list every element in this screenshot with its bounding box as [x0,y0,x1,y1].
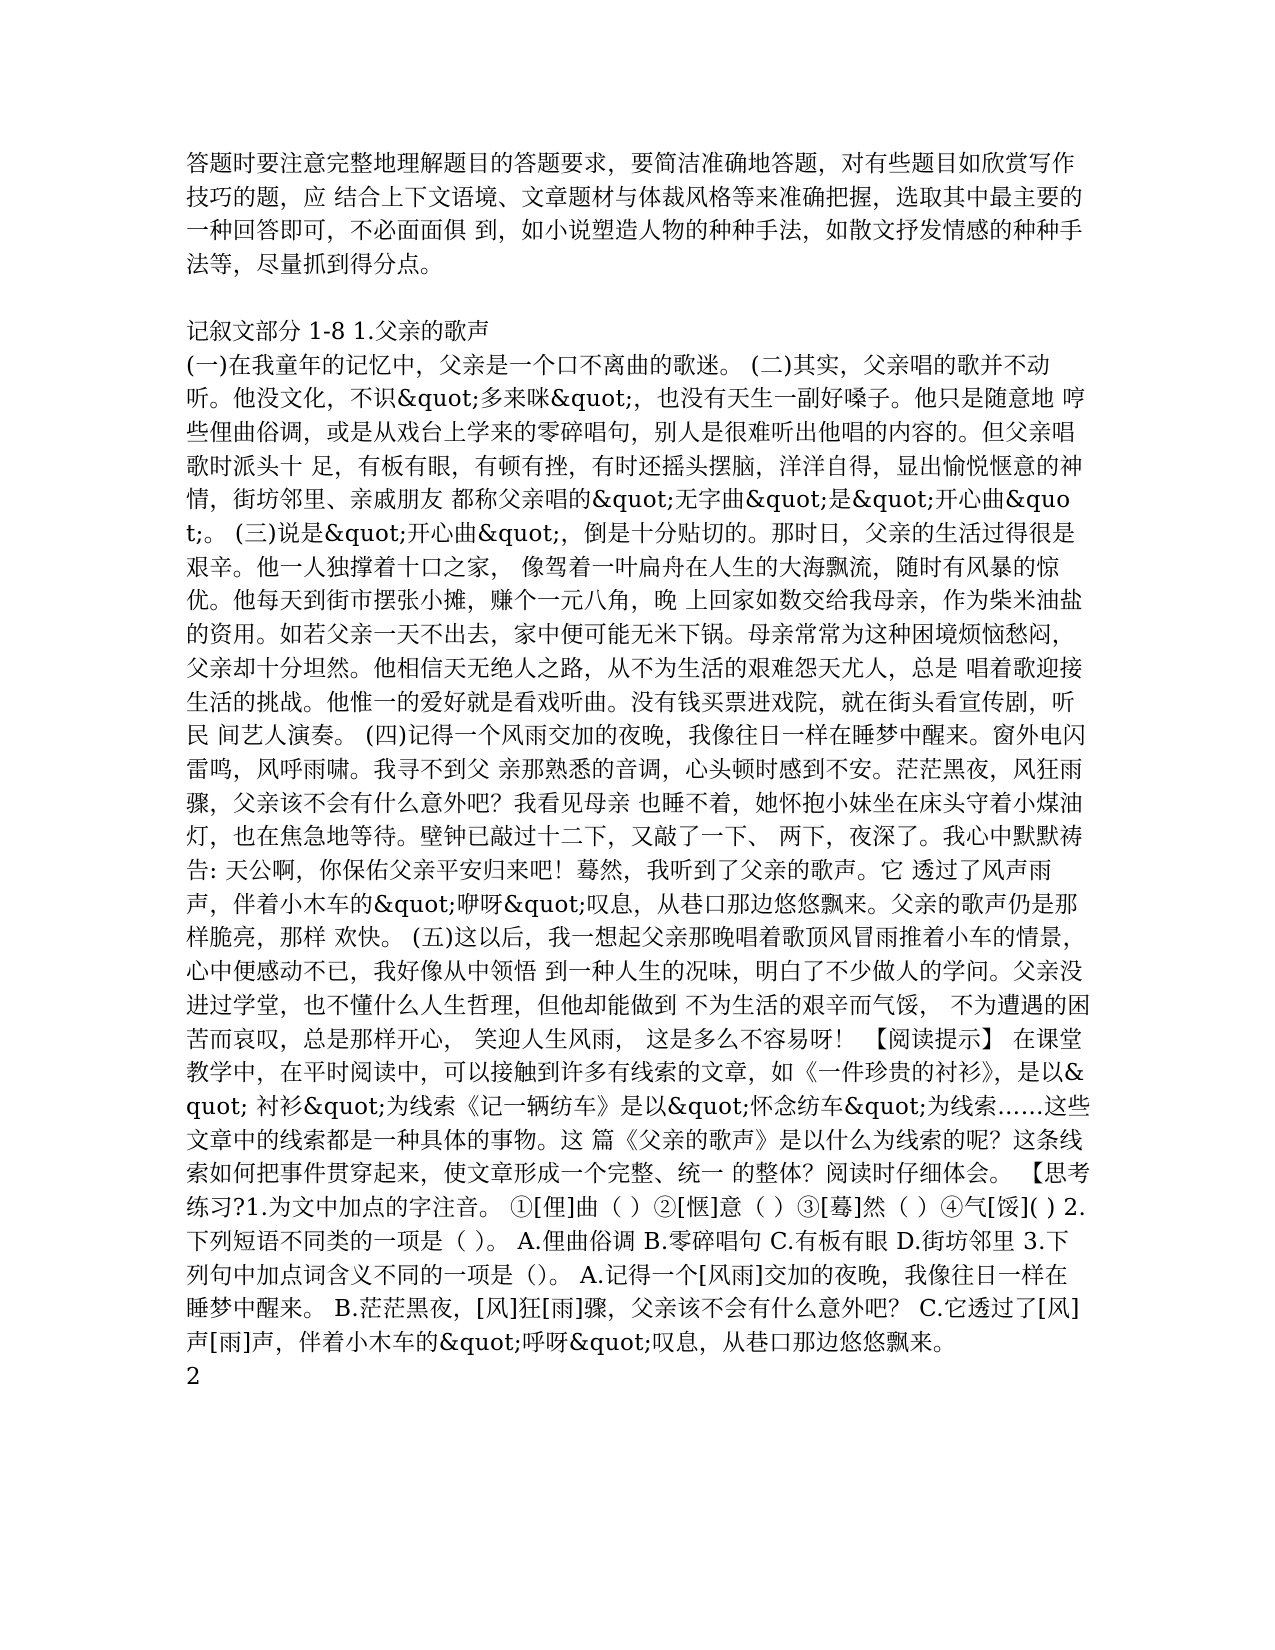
intro-paragraph: 答题时要注意完整地理解题目的答题要求，要简洁准确地答题，对有些题目如欣赏写作技巧的题，应 结合上下文语境、文章题材与体裁风格等来准确把握，选取其中最主要的一种回答即可，不必面面俱 到，如小说塑造人物的种种手法，如散文抒发情感的种种手法等，尽量抓到得分点。 [186,151,1083,279]
page-number: 2 [186,1363,201,1390]
document-page [186,148,1091,1394]
section-heading: 记叙文部分 1-8 1.父亲的歌声 [186,318,490,345]
article-paragraph: (一)在我童年的记忆中，父亲是一个口不离曲的歌迷。 (二)其实，父亲唱的歌并不动听。他没文化，不识&quot;多来咪&quot;，也没有天生一副好嗓子。他只是随意地 哼些俚曲俗调，或是从戏台上学来的零碎唱句，别人是很难听出他唱的内容的。但父亲唱歌时派头十 足，有板有眼，有顿有挫，有时还摇头摆脑，洋洋自得，显出愉悦惬意的神情，街坊邻里、亲戚朋友 都称父亲唱的&quot;无字曲&quot;是&quot;开心曲&quot;。 (三)说是&quot;开心曲&quot;，倒是十分贴切的。那时日，父亲的生活过得很是艰辛。他一人独撑着十口之家， 像驾着一叶扁舟在人生的大海飘流，随时有风暴的惊优。他每天到街市摆张小摊，赚个一元八角，晚 上回家如数交给我母亲，作为柴米油盐的资用。如若父亲一天不出去，家中便可能无米下锅。母亲常常为这种困境烦恼愁闷，父亲却十分坦然。他相信天无绝人之路，从不为生活的艰难怨天尤人，总是 唱着歌迎接生活的挑战。他惟一的爱好就是看戏听曲。没有钱买票进戏院，就在街头看宣传剧，听民 间艺人演奏。 (四)记得一个风雨交加的夜晚，我像往日一样在睡梦中醒来。窗外电闪雷鸣，风呼雨啸。我寻不到父 亲那熟悉的音调，心头顿时感到不安。茫茫黑夜，风狂雨骤，父亲该不会有什么意外吧？我看见母亲 也睡不着，她怀抱小妹坐在床头守着小煤油灯，也在焦急地等待。壁钟已敲过十二下，又敲了一下、 两下，夜深了。我心中默默祷告: 天公啊，你保佑父亲平安归来吧！蓦然，我听到了父亲的歌声。它 透过了风声雨声，伴着小木车的&quot;咿呀&quot;叹息，从巷口那边悠悠飘来。父亲的歌声仍是那样脆亮，那样 欢快。 (五)这以后，我一想起父亲那晚唱着歌顶风冒雨推着小车的情景，心中便感动不已，我好像从中领悟 到一种人生的况味，明白了不少做人的学问。父亲没进过学堂，也不懂什么人生哲理，但他却能做到 不为生活的艰辛而气馁， 不为遭遇的困苦而哀叹，总是那样开心， 笑迎人生风雨， 这是多么不容易呀！ 【阅读提示】 在课堂教学中，在平时阅读中，可以接触到许多有线索的文章，如《一件珍贵的衬衫》，是以&quot; 衬衫&quot;为线索《记一辆纺车》是以&quot;怀念纺车&quot;为线索……这些文章中的线索都是一种具体的事物。这 篇《父亲的歌声》是以什么为线索的呢？这条线索如何把事件贯穿起来，使文章形成一个完整、统一 的整体？阅读时仔细体会。 【思考练习?1.为文中加点的字注音。 ①[俚]曲（ ）②[惬]意（ ）③[蓦]然（ ）④气[馁]( ) 2.下列短语不同类的一项是（ ）。 A.俚曲俗调 B.零碎唱句 C.有板有眼 D.街坊邻里 3.下列句中加点词含义不同的一项是（）。 A.记得一个[风雨]交加的夜晚，我像往日一样在睡梦中醒来。 B.茫茫黑夜，[风]狂[雨]骤，父亲该不会有什么意外吧？ C.它透过了[风]声[雨]声，伴着小木车的&quot;呼呀&quot;叹息，从巷口那边悠悠飘来。 [186,352,1091,1356]
